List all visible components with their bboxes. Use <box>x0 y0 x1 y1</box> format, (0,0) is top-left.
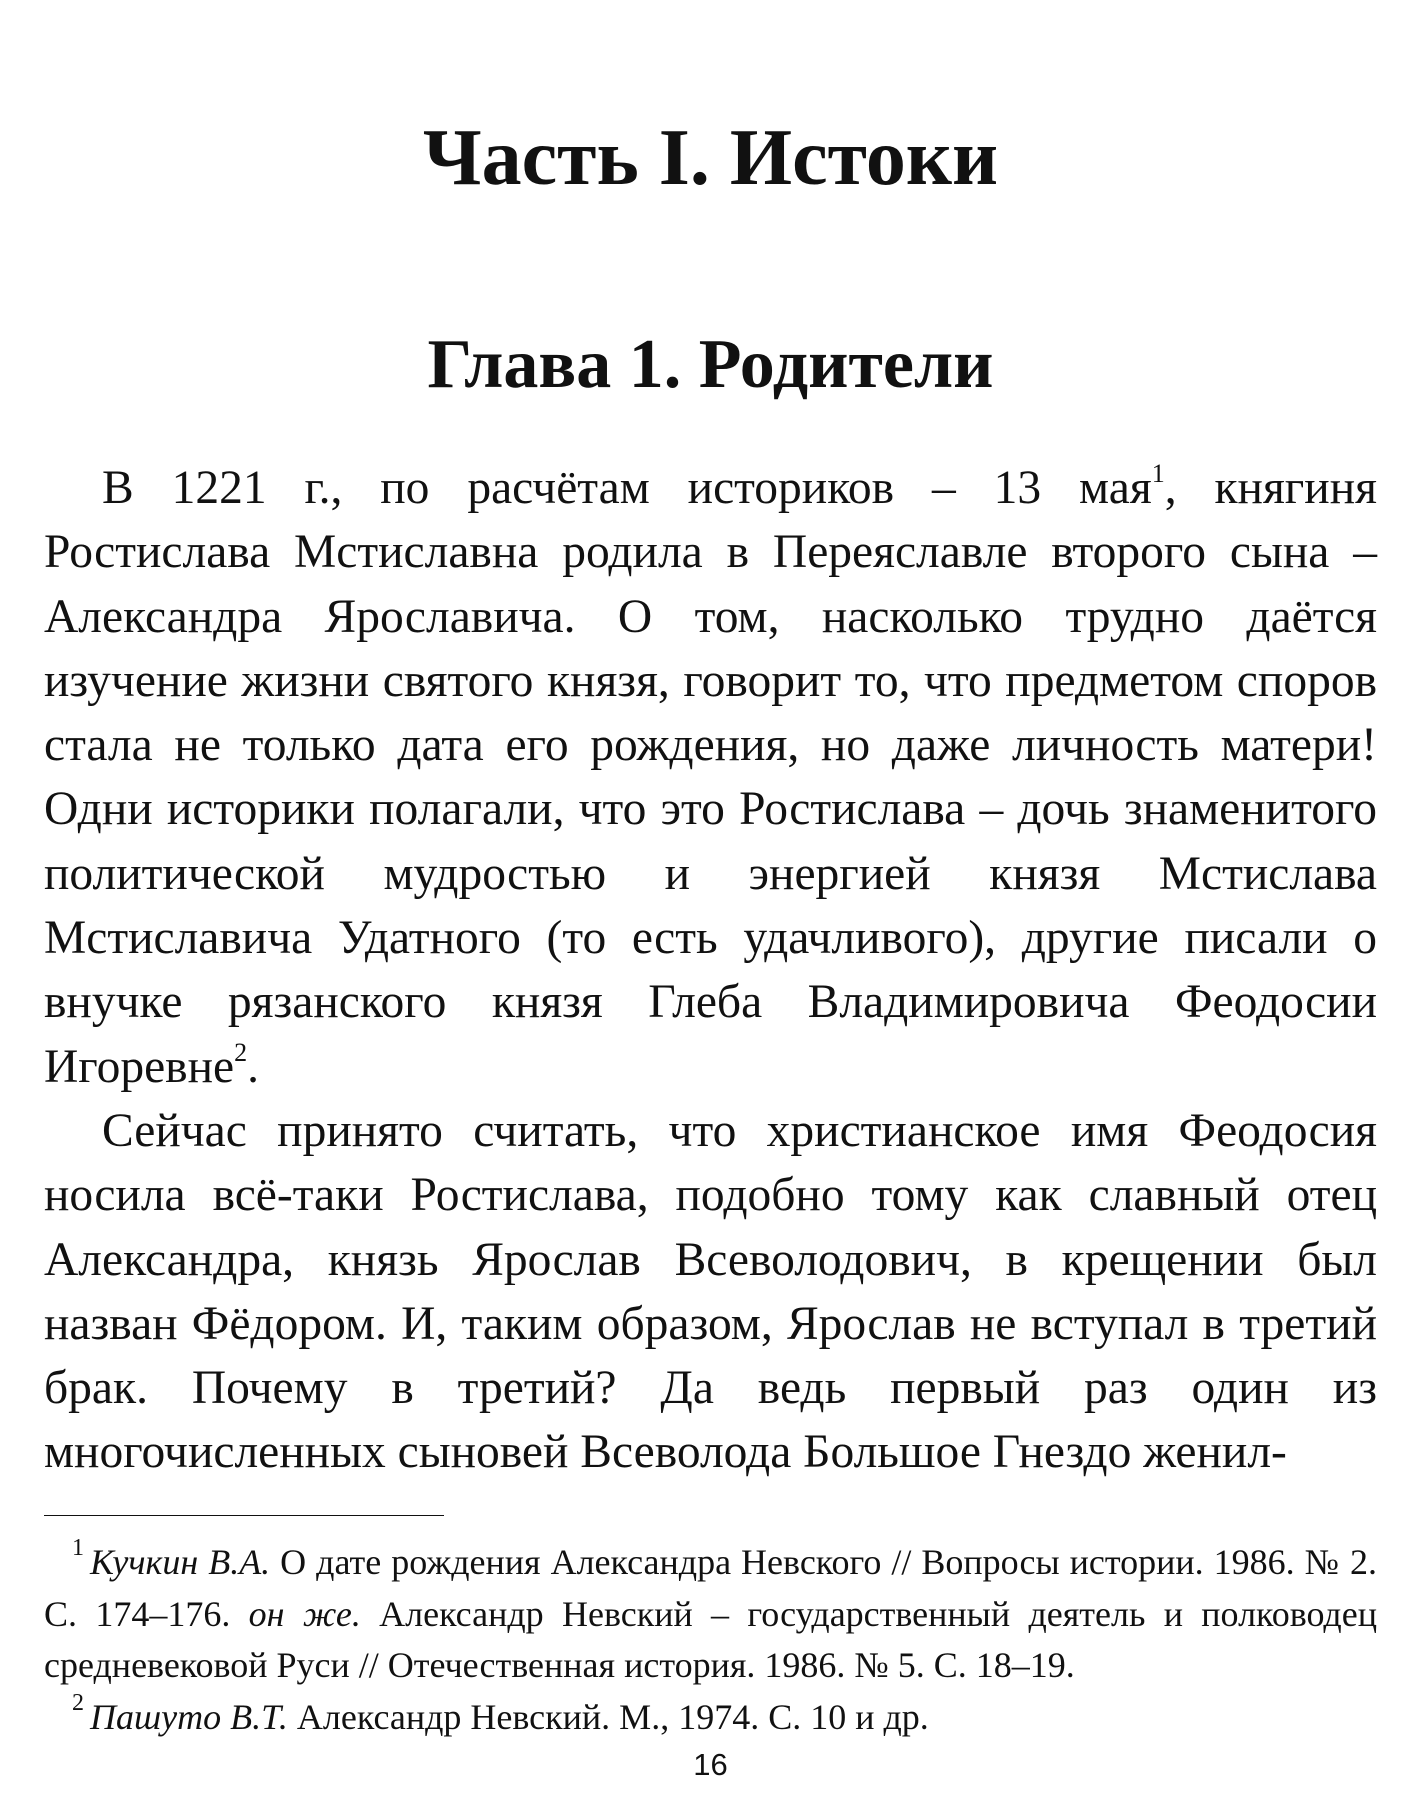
paragraph-2: Сейчас принято считать, что христианское имя Феодосия носила всё-таки Ростислава, подобно тому как славный отец Александра, князь Ярослав Всеволодович, в крещении был назван Фёдором. И, таким образом, Ярослав не вступал в третий брак. Почему в третий? Да ведь первый раз один из многочисленных сыновей Всеволода Большое Гнездо женил- <box>44 1104 1377 1479</box>
footnote-1-author: Кучкин В.А. <box>90 1542 271 1582</box>
footnote-1-number: 1 <box>72 1535 84 1561</box>
footnote-ref-2: 2 <box>234 1037 248 1067</box>
paragraph-1-text-b: , княгиня Ростислава Мстиславна родила в Переяславле второго сына – Александра Ярославича. О том, насколько трудно даётся изучение жизни святого князя, говорит то, что предметом споров стала не только дата его рождения, но даже личность матери! Одни историки полагали, что это Ростислава – дочь знаменитого политической мудростью и энергией князя Мстислава Мстиславича Удатного (то есть удачливого), другие писали о внучке рязанского князя Глеба Владимировича Феодосии Игоревне <box>44 462 1377 1093</box>
paragraph-1 <box>44 456 1377 1099</box>
page-number: 16 <box>693 1747 728 1782</box>
footnote-2 <box>44 1689 1377 1744</box>
footnote-1 <box>44 1537 1377 1692</box>
part-title: Часть I. Истоки <box>422 114 999 202</box>
chapter-title: Глава 1. Родители <box>427 326 994 403</box>
paragraph-1-text-a: В 1221 г., по расчётам историков – 13 мая <box>102 462 1152 514</box>
footnotes <box>44 1537 1377 1743</box>
footnote-1-text-b: Александр Невский – государственный деятель и полководец средневековой Руси // Отечественная история. 1986. № 5. С. 18–19. <box>44 1593 1377 1685</box>
footnote-ref-1: 1 <box>1151 459 1165 489</box>
book-page <box>44 0 1377 1807</box>
footnote-separator <box>44 1515 444 1516</box>
footnote-1-text-a: О дате рождения Александра Невского // Вопросы истории. 1986. № 2. С. 174–176. <box>44 1542 1377 1634</box>
footnote-2-text-a: Александр Невский. М., 1974. С. 10 и др. <box>287 1696 929 1737</box>
footnote-1-ibid: он же. <box>248 1593 361 1634</box>
main-text <box>44 456 1377 1485</box>
paragraph-1-text-c: . <box>247 1040 259 1093</box>
footnote-2-number: 2 <box>72 1689 84 1716</box>
footnote-2-author: Пашуто В.Т. <box>90 1696 288 1737</box>
